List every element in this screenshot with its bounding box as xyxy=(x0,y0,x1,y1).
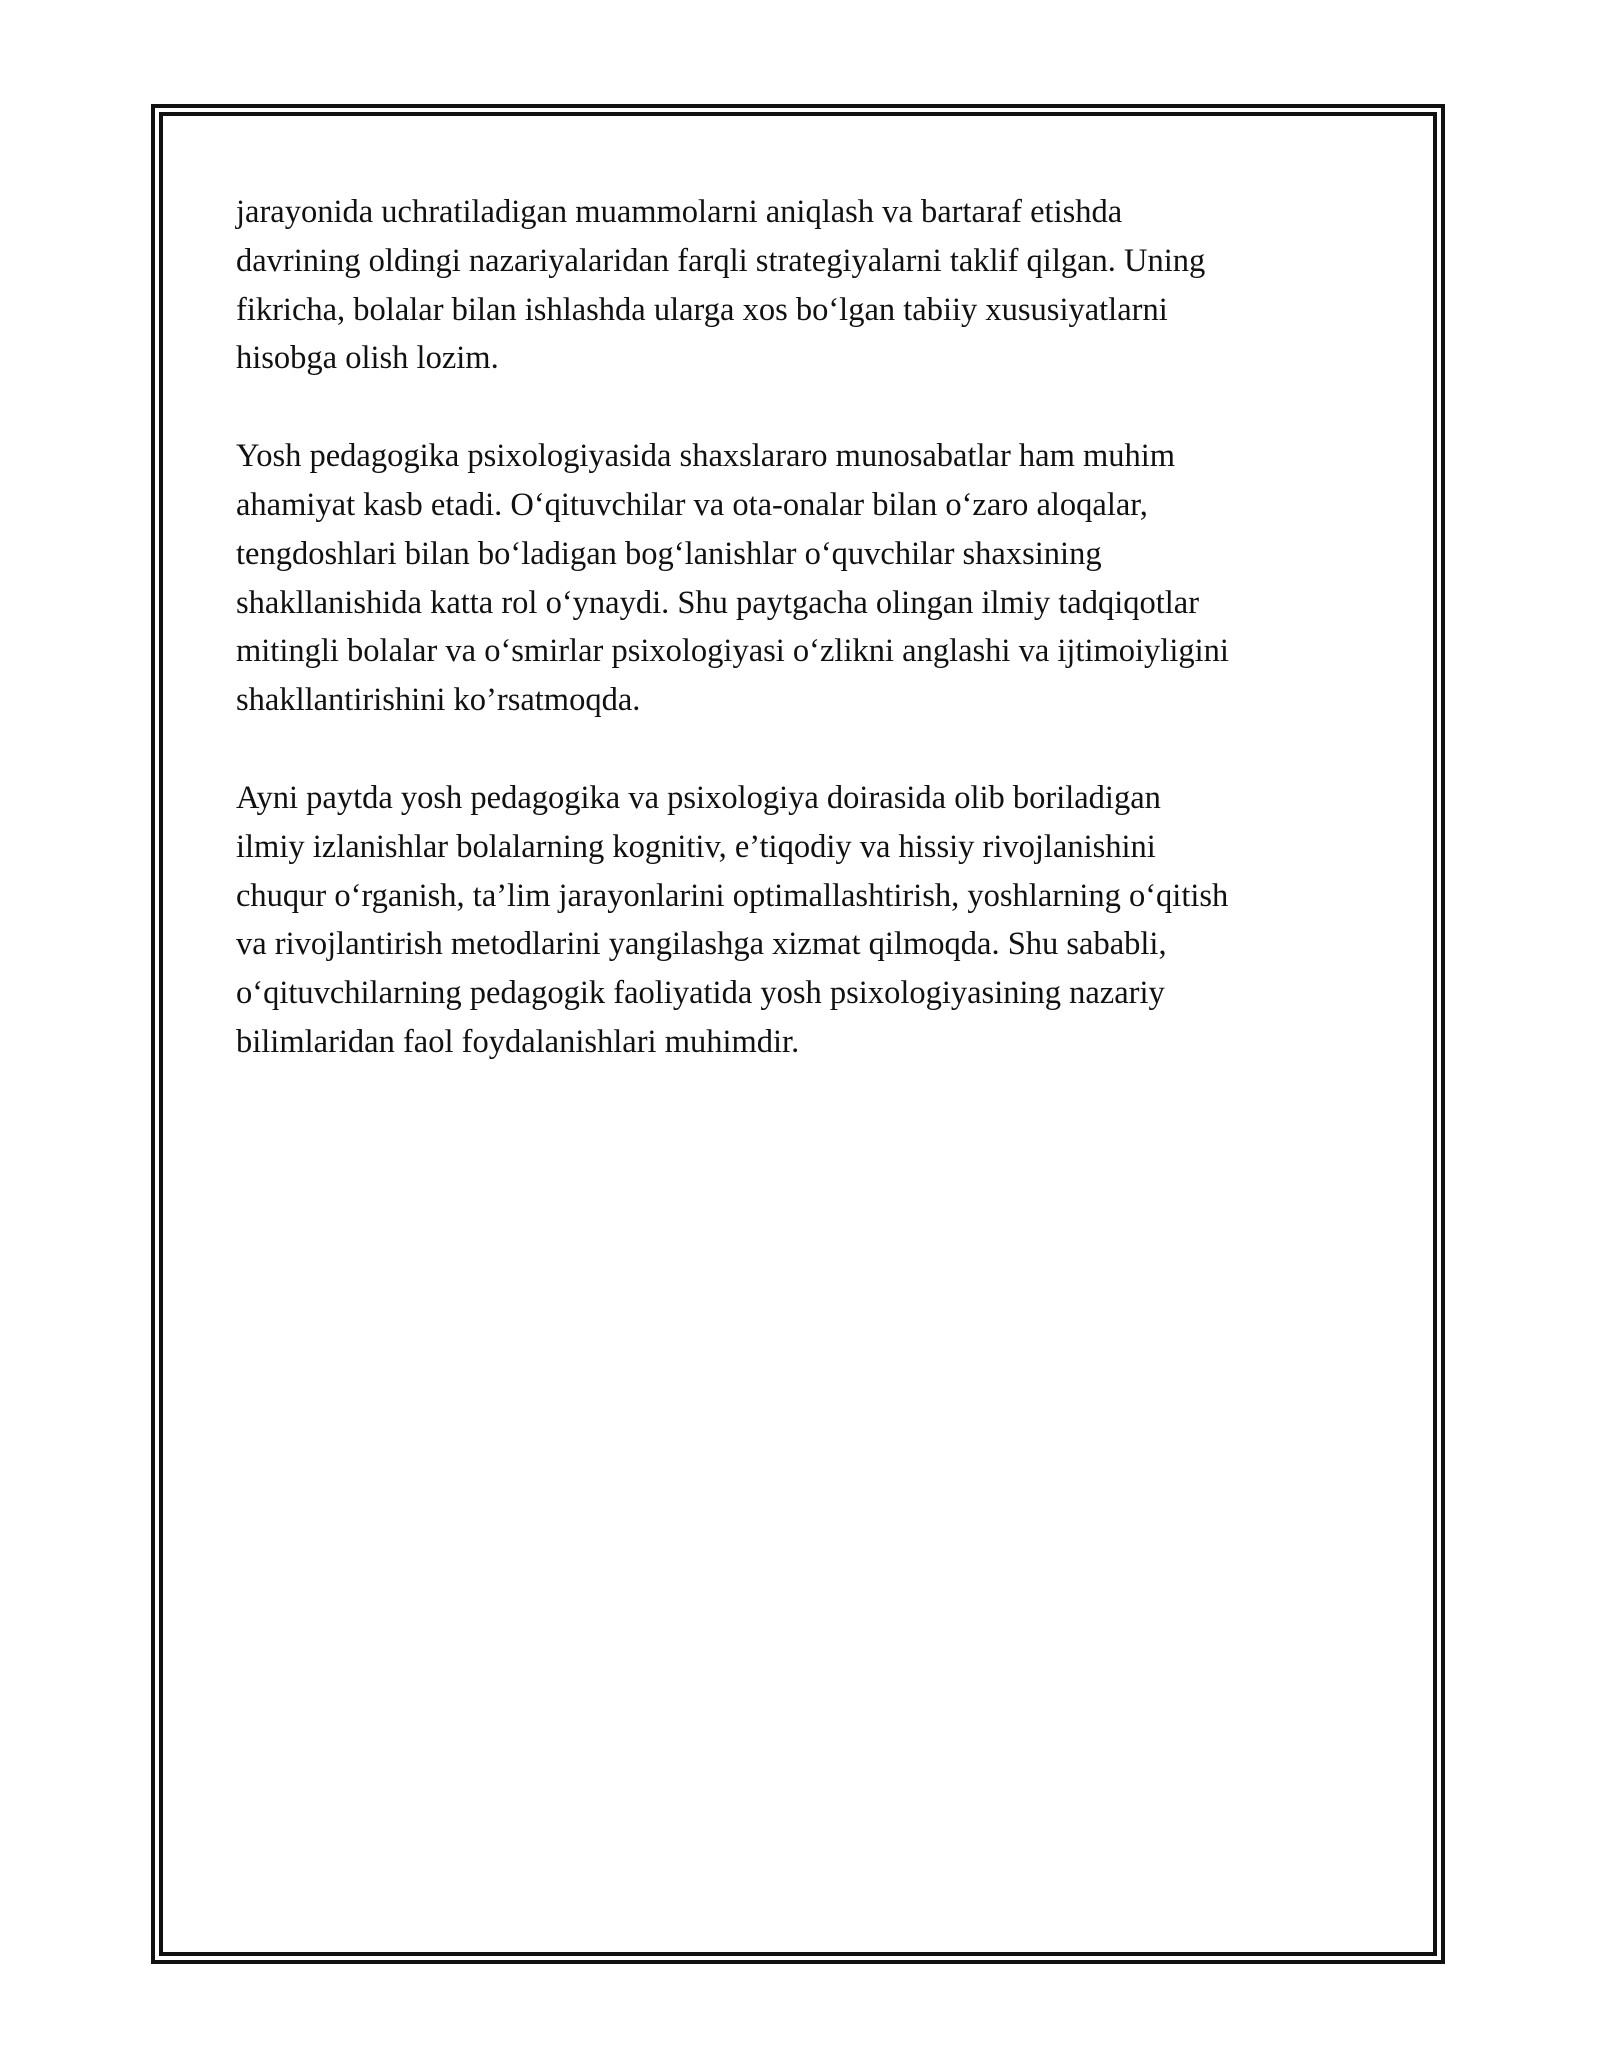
text-line: fikricha, bolalar bilan ishlashda ularga xos bo‘lgan tabiiy xususiyatlarni xyxy=(236,291,1168,328)
text-line: ilmiy izlanishlar bolalarning kognitiv, e’tiqodiy va hissiy rivojlanishini xyxy=(236,828,1156,865)
text-line: mitingli bolalar va o‘smirlar psixologiyasi o‘zlikni anglashi va ijtimoiyligini xyxy=(236,633,1229,670)
text-line: tengdoshlari bilan bo‘ladigan bog‘lanishlar o‘quvchilar shaxsining xyxy=(236,535,1102,572)
text-line: Yosh pedagogika psixologiyasida shaxslararo munosabatlar ham muhim xyxy=(236,438,1176,475)
text-line: Ayni paytda yosh pedagogika va psixologiya doirasida olib boriladigan xyxy=(236,779,1161,816)
text-line: o‘qituvchilarning pedagogik faoliyatida yosh psixologiyasining nazariy xyxy=(236,975,1165,1012)
paragraph-1 xyxy=(236,188,1376,383)
document-body xyxy=(236,188,1376,1116)
text-line: chuqur o‘rganish, ta’lim jarayonlarini optimallashtirish, yoshlarning o‘qitish xyxy=(236,877,1229,914)
text-line: bilimlaridan faol foydalanishlari muhimdir. xyxy=(236,1023,800,1060)
text-line: shakllanishida katta rol o‘ynaydi. Shu paytgacha olingan ilmiy tadqiqotlar xyxy=(236,584,1200,621)
paragraph-2 xyxy=(236,432,1376,725)
text-line: va rivojlantirish metodlarini yangilashga xizmat qilmoqda. Shu sababli, xyxy=(236,926,1167,963)
text-line: ahamiyat kasb etadi. O‘qituvchilar va ota-onalar bilan o‘zaro aloqalar, xyxy=(236,486,1148,523)
text-line: shakllantirishini ko’rsatmoqda. xyxy=(236,682,641,719)
text-line: davrining oldingi nazariyalaridan farqli strategiyalarni taklif qilgan. Uning xyxy=(236,242,1206,279)
text-line: hisobga olish lozim. xyxy=(236,340,499,377)
paragraph-3 xyxy=(236,774,1376,1067)
text-line: jarayonida uchratiladigan muammolarni aniqlash va bartaraf etishda xyxy=(236,194,1123,230)
